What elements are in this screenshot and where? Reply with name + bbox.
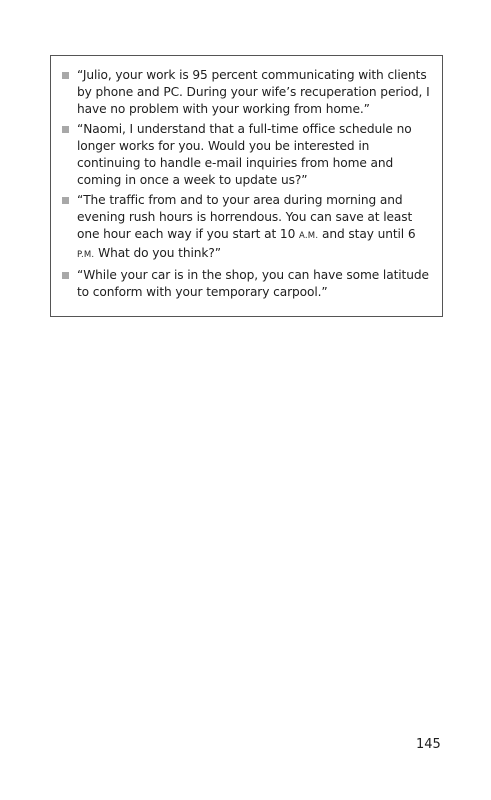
- bullet-item-traffic: [62, 192, 432, 264]
- square-bullet-icon: [62, 272, 69, 279]
- bullet-text-part: and stay until 6: [318, 227, 416, 241]
- page-number: 145: [416, 737, 441, 752]
- bullet-text: [77, 193, 416, 260]
- bullet-item-naomi: [62, 121, 432, 189]
- bullet-text: “While your car is in the shop, you can have some latitude to conform with your temporary carpool.”: [77, 268, 429, 299]
- bullet-text-part: What do you think?”: [94, 246, 221, 260]
- bullet-text: “Julio, your work is 95 percent communicating with clients by phone and PC. During your wife’s recuperation period, I have no problem with your working from home.”: [77, 68, 430, 116]
- square-bullet-icon: [62, 126, 69, 133]
- square-bullet-icon: [62, 72, 69, 79]
- example-quotes-box: [50, 55, 443, 317]
- bullet-item-carpool: [62, 267, 432, 301]
- time-pm-label: P.M.: [77, 250, 95, 260]
- time-am-label: A.M.: [299, 231, 319, 241]
- bullet-text: “Naomi, I understand that a full-time office schedule no longer works for you. Would you be interested in continuing to handle e-mail inquiries from home and coming in once a week to update us?”: [77, 122, 412, 187]
- bullet-item-julio: [62, 67, 432, 118]
- bullet-text-part: “The traffic from and to your area during morning and evening rush hours is horrendous. You can save at least one hour each way if you start at 10: [77, 193, 413, 241]
- square-bullet-icon: [62, 197, 69, 204]
